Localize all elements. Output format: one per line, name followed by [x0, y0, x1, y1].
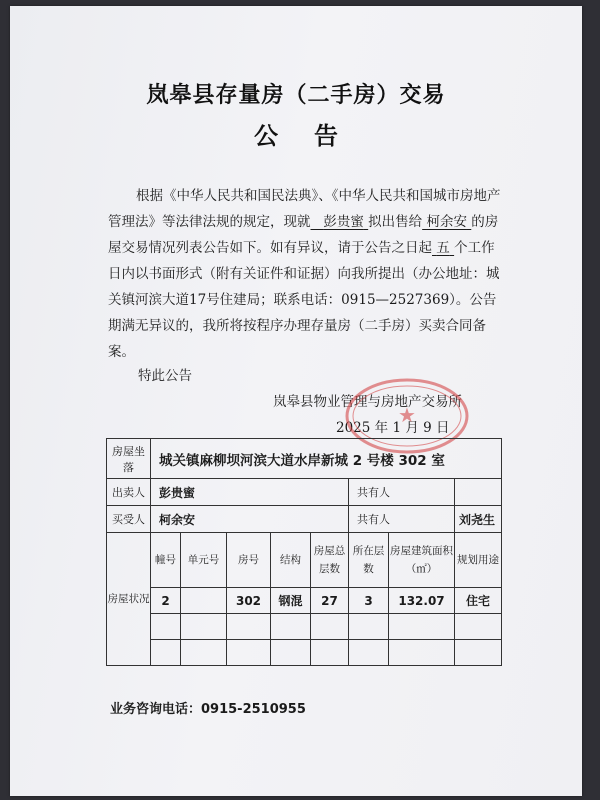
- notice-title: 岚皋县存量房（二手房）交易: [146, 82, 446, 108]
- property-table: [106, 438, 502, 666]
- empty-cell: [389, 640, 455, 666]
- notice-date: 2025 年 1 月 9 日: [336, 420, 450, 436]
- empty-cell: [151, 640, 181, 666]
- empty-cell: [455, 614, 502, 640]
- empty-cell: [349, 614, 389, 640]
- cell-building: 2: [151, 588, 181, 614]
- body-text-1: 根据《中华人民共和国民法典》、《中华人民共和国城市房地产管理法》等法律法规的规定，现就: [108, 188, 501, 230]
- location-value: 城关镇麻柳坝河滨大道水岸新城 2 号楼 302 室: [151, 439, 502, 479]
- header-usage: 规划用途: [455, 533, 502, 588]
- header-room: 房号: [227, 533, 271, 588]
- header-structure: 结构: [271, 533, 311, 588]
- empty-cell: [349, 640, 389, 666]
- empty-cell: [271, 640, 311, 666]
- empty-cell: [181, 640, 227, 666]
- empty-cell: [311, 640, 349, 666]
- cell-usage: 住宅: [455, 588, 502, 614]
- cell-total-floors: 27: [311, 588, 349, 614]
- consult-phone: 业务咨询电话：0915-2510955: [110, 702, 306, 717]
- issuer-name: 岚皋县物业管理与房地产交易所: [273, 394, 462, 410]
- header-area: 房屋建筑面积（㎡）: [389, 533, 455, 588]
- co-owner-label-1: 共有人: [349, 479, 455, 506]
- body-text-3: 的房屋交易情况列表公告如下。如有异议，请于公告之日起: [108, 214, 499, 256]
- svg-text:★: ★: [398, 403, 416, 427]
- special-notice: 特此公告: [138, 368, 192, 384]
- notice-body: [108, 183, 508, 365]
- cell-room: 302: [227, 588, 271, 614]
- co-owner-label-2: 共有人: [349, 506, 455, 533]
- buyer-label: 买受人: [107, 506, 151, 533]
- header-building: 幢号: [151, 533, 181, 588]
- status-label: 房屋状况: [107, 533, 151, 666]
- seller-inline: 彭贵蜜: [323, 214, 364, 230]
- co-owner-seller-value: [455, 479, 502, 506]
- empty-cell: [227, 640, 271, 666]
- cell-floor: 3: [349, 588, 389, 614]
- notice-subtitle: 公告: [254, 121, 374, 150]
- buyer-value: 柯余安: [151, 506, 349, 533]
- empty-cell: [151, 614, 181, 640]
- body-text-4: 个工作日内以书面形式（附有关证件和证据）向我所提出（办公地址：城关镇河滨大道17号住建局；联系电话：0915—2527369）。公告期满无异议的，我所将按程序办理存量房（二手房）买卖合同备案。: [108, 240, 500, 360]
- empty-cell: [181, 614, 227, 640]
- empty-cell: [271, 614, 311, 640]
- header-unit: 单元号: [181, 533, 227, 588]
- header-total-floors: 房屋总层数: [311, 533, 349, 588]
- body-text-2: 拟出售给: [368, 214, 423, 230]
- empty-cell: [389, 614, 455, 640]
- empty-cell: [311, 614, 349, 640]
- header-floor: 所在层数: [349, 533, 389, 588]
- empty-cell: [227, 614, 271, 640]
- cell-area: 132.07: [389, 588, 455, 614]
- notice-paper: [10, 6, 582, 796]
- cell-structure: 钢混: [271, 588, 311, 614]
- cell-unit: [181, 588, 227, 614]
- buyer-inline: 柯余安: [426, 214, 467, 230]
- empty-cell: [455, 640, 502, 666]
- location-label: 房屋坐落: [107, 439, 151, 479]
- seller-label: 出卖人: [107, 479, 151, 506]
- seller-value: 彭贵蜜: [151, 479, 349, 506]
- days-inline: 五: [436, 240, 450, 256]
- co-owner-buyer-value: 刘尧生: [455, 506, 502, 533]
